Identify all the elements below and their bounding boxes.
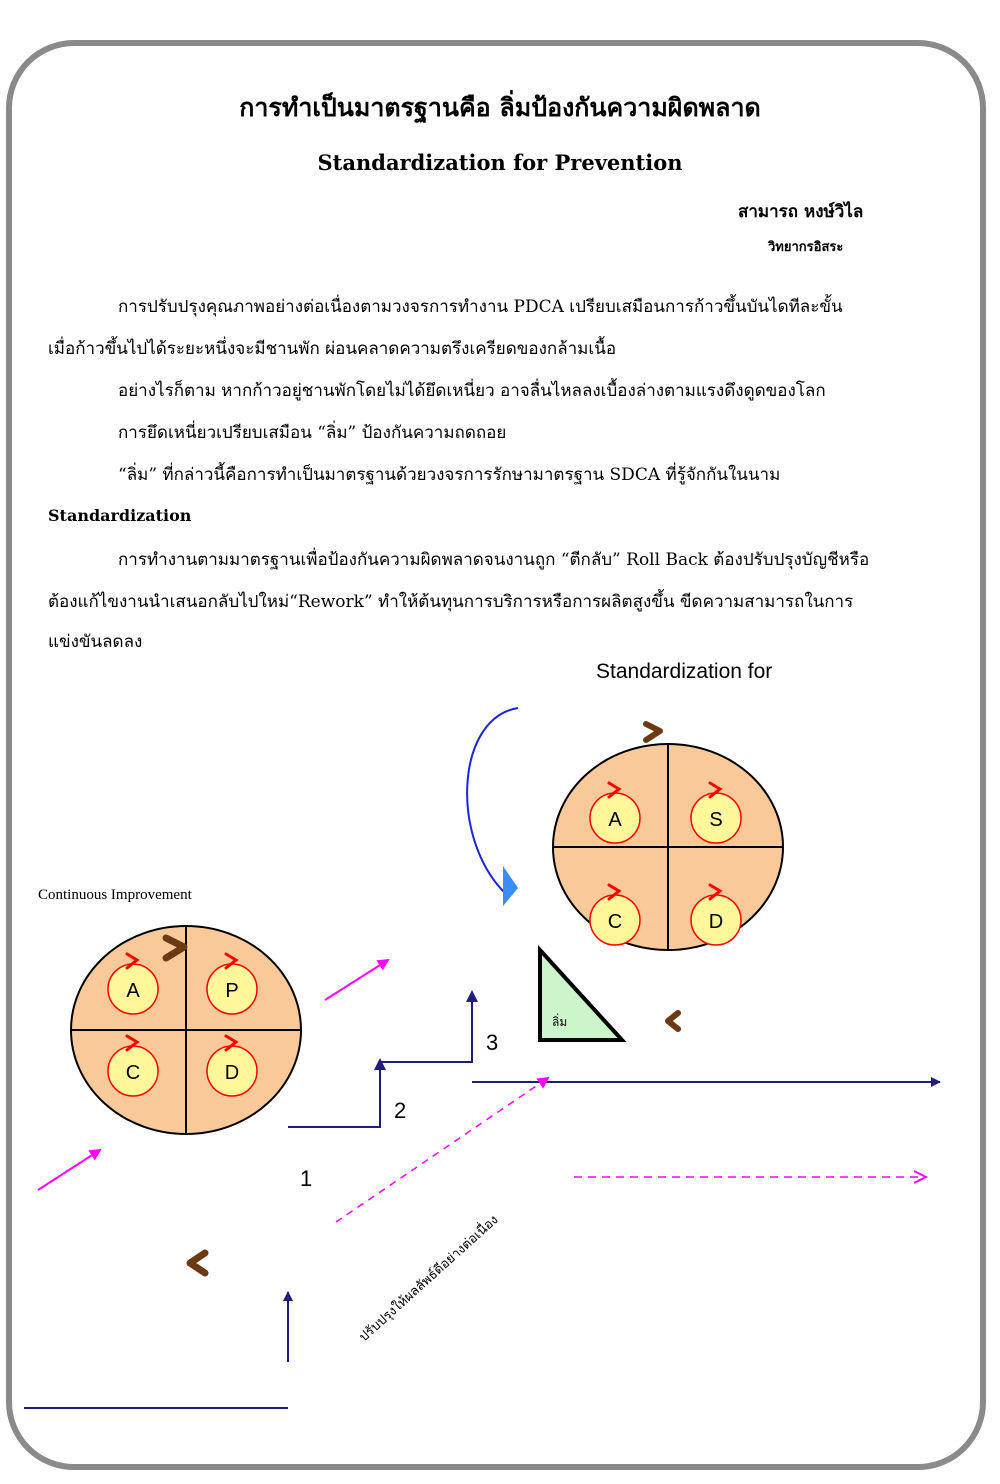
- sdca-cycle: [553, 724, 783, 950]
- diagonal-caption: ปรับปรุงให้ผลลัพธ์ดีอย่างต่อเนื่อง: [355, 1211, 501, 1345]
- sdca-quadrant-letter: D: [708, 911, 724, 933]
- step-label-1: 1: [300, 1166, 313, 1191]
- curved-arrow: [467, 708, 518, 894]
- sdca-quadrant-letter: S: [709, 809, 723, 831]
- paragraph-1-line-2: เมื่อก้าวขึ้นไปได้ระยะหนึ่งจะมีชานพัก ผ่อนคลาดความตรึงเครียดของกล้ามเนื้อ: [48, 339, 617, 359]
- improvement-arrow: [325, 960, 388, 1000]
- paragraph-3: การยึดเหนี่ยวเปรียบเสมือน “ลิ่ม” ป้องกันความถดถอย: [118, 423, 507, 443]
- sdca-quadrant-letter: A: [608, 809, 622, 831]
- pdca-quadrant-letter: P: [225, 980, 239, 1002]
- pdca-quadrant-letter: C: [125, 1062, 141, 1084]
- paragraph-1-line-1: การปรับปรุงคุณภาพอย่างต่อเนื่องตามวงจรการทำงาน PDCA เปรียบเสมือนการก้าวขึ้นบันไดทีละขั้น: [118, 297, 843, 317]
- pdca-cycle: [71, 926, 301, 1134]
- step-label-3: 3: [486, 1030, 499, 1055]
- author-role: วิทยากรอิสระ: [768, 240, 844, 255]
- author-name: สามารถ หงษ์วิไล: [738, 202, 864, 222]
- sdca-quadrant-letter: C: [607, 911, 623, 933]
- pdca-quadrant-letter: D: [224, 1062, 240, 1084]
- standardization-label: Standardization for: [596, 660, 773, 683]
- page-title: การทำเป็นมาตรฐานคือ ลิ่มป้องกันความผิดพลาด: [239, 93, 761, 122]
- pdca-quadrant-letter: A: [126, 980, 140, 1002]
- curved-arrow-head: [503, 866, 518, 906]
- paragraph-5-line-1: การทำงานตามมาตรฐานเพื่อป้องกันความผิดพลาดจนงานถูก “ตีกลับ” Roll Back ต้องปรับปรุงบัญชีหรือ: [118, 550, 870, 570]
- section-heading: Standardization: [48, 506, 192, 525]
- page-subtitle: Standardization for Prevention: [317, 150, 683, 175]
- paragraph-2: อย่างไรก็ตาม หากก้าวอยู่ชานพักโดยไม่ได้ยึดเหนี่ยว อาจลื่นไหลลงเบื้องล่างตามแรงดึงดูดของโลก: [118, 381, 826, 401]
- chevron-icon: [668, 1013, 678, 1029]
- wedge-label: ลิ่ม: [552, 1015, 568, 1029]
- paragraph-5-line-2: ต้องแก้ไขงานนำเสนอกลับไปใหม่“Rework” ทำให้ต้นทุนการบริการหรือการผลิตสูงขึ้น ขีดความสามารถในการ: [48, 592, 854, 612]
- improvement-arrow: [38, 1150, 100, 1190]
- chevron-icon: [646, 724, 660, 740]
- chevron-icon: [190, 1253, 205, 1273]
- trend-arrow-dashed: [336, 1078, 548, 1222]
- paragraph-5-line-3: แข่งขันลดลง: [48, 632, 143, 652]
- continuous-improvement-label: Continuous Improvement: [38, 887, 192, 903]
- step-label-2: 2: [394, 1098, 407, 1123]
- paragraph-4: “ลิ่ม” ที่กล่าวนี้คือการทำเป็นมาตรฐานด้วยวงจรการรักษามาตรฐาน SDCA ที่รู้จักกันในนาม: [118, 465, 781, 485]
